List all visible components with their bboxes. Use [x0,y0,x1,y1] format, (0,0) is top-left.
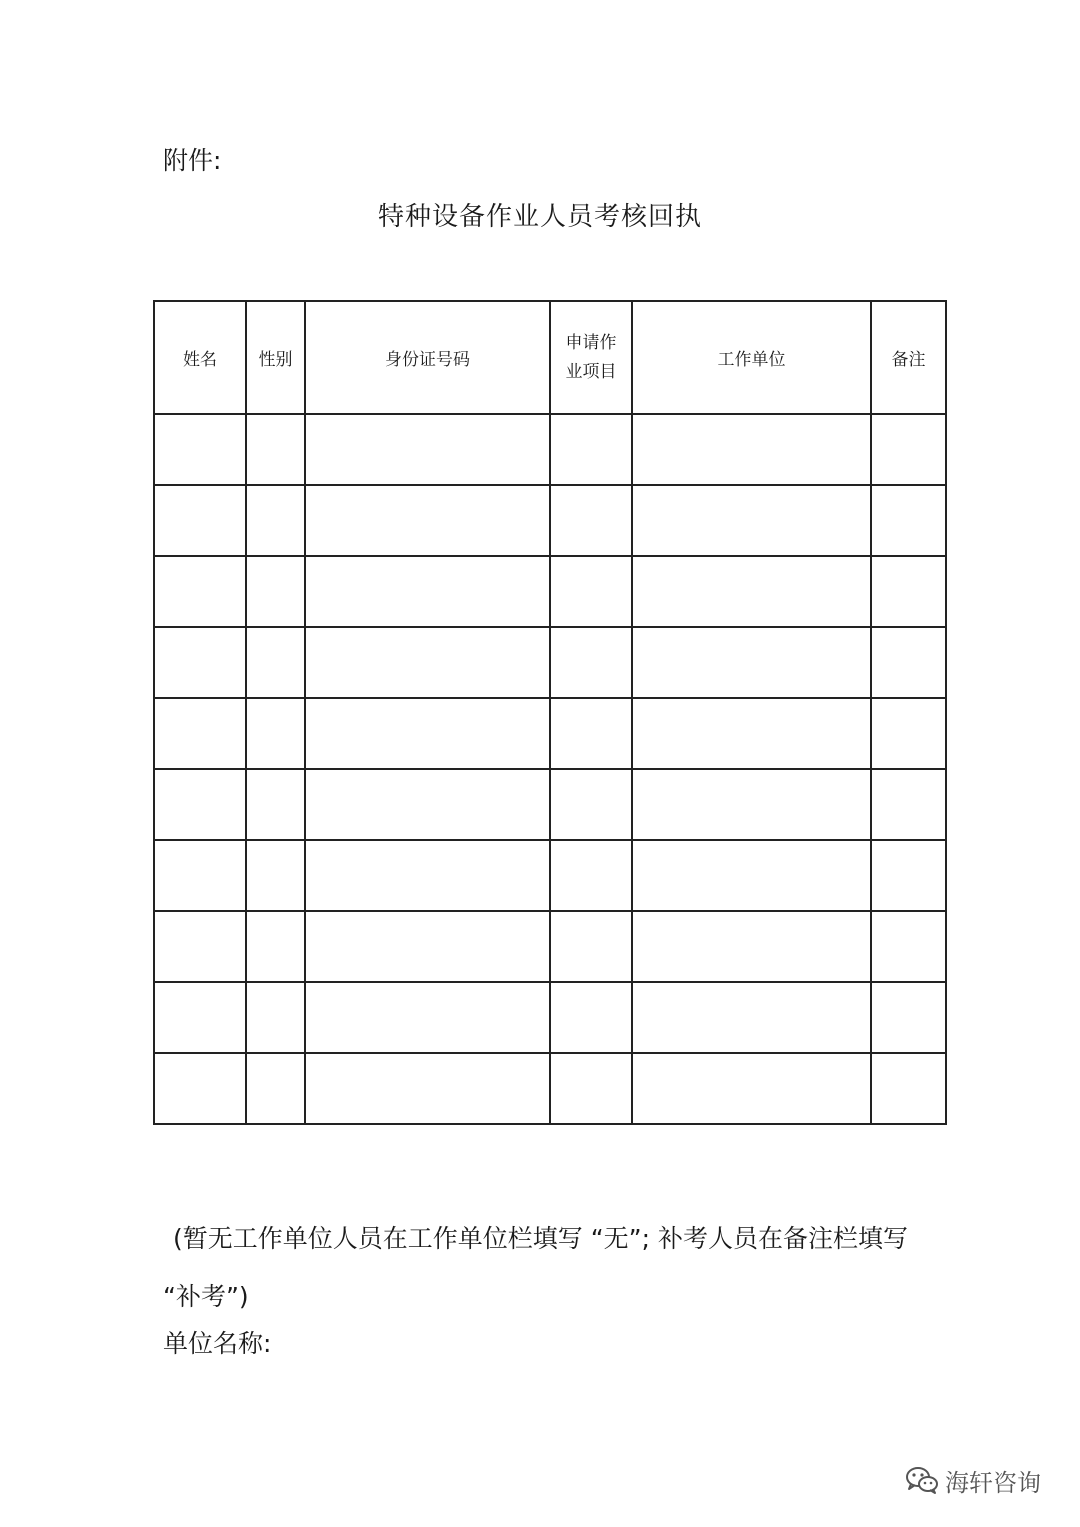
apply-item-cell[interactable] [550,627,632,698]
table-row [154,414,946,485]
apply-item-cell[interactable] [550,1053,632,1124]
id-number-cell[interactable] [305,982,550,1053]
name-cell[interactable] [154,1053,246,1124]
apply-item-cell[interactable] [550,840,632,911]
id-number-cell[interactable] [305,414,550,485]
header-work-unit: 工作单位 [632,301,871,414]
remarks-cell[interactable] [871,698,946,769]
remarks-cell[interactable] [871,1053,946,1124]
table-row [154,769,946,840]
remarks-cell[interactable] [871,485,946,556]
apply-item-cell[interactable] [550,698,632,769]
id-number-cell[interactable] [305,840,550,911]
receipt-form-table [153,300,947,1125]
apply-item-cell[interactable] [550,485,632,556]
work-unit-cell[interactable] [632,627,871,698]
apply-item-cell[interactable] [550,556,632,627]
attachment-label: 附件: [163,146,222,175]
work-unit-cell[interactable] [632,982,871,1053]
id-number-cell[interactable] [305,556,550,627]
table-row [154,911,946,982]
id-number-cell[interactable] [305,911,550,982]
name-cell[interactable] [154,414,246,485]
work-unit-cell[interactable] [632,769,871,840]
table-row [154,627,946,698]
header-name: 姓名 [154,301,246,414]
header-apply-item-line1: 申请作 [565,332,617,353]
apply-item-cell[interactable] [550,769,632,840]
work-unit-cell[interactable] [632,840,871,911]
name-cell[interactable] [154,485,246,556]
table-header-row [154,301,946,414]
remarks-cell[interactable] [871,840,946,911]
header-apply-item-line2: 业项目 [565,361,617,382]
table-row [154,1053,946,1124]
fill-instructions-note: (暂无工作单位人员在工作单位栏填写 “无”; 补考人员在备注栏填写 “补考”) [163,1224,908,1311]
name-cell[interactable] [154,840,246,911]
gender-cell[interactable] [246,1053,305,1124]
header-apply-item [550,301,632,414]
header-gender: 性别 [246,301,305,414]
remarks-cell[interactable] [871,769,946,840]
name-cell[interactable] [154,982,246,1053]
watermark-text: 海轩咨询 [945,1468,1041,1497]
apply-item-cell[interactable] [550,982,632,1053]
name-cell[interactable] [154,627,246,698]
document-title: 特种设备作业人员考核回执 [377,202,702,232]
table-row [154,982,946,1053]
work-unit-cell[interactable] [632,911,871,982]
id-number-cell[interactable] [305,627,550,698]
wechat-icon [905,1465,939,1495]
gender-cell[interactable] [246,840,305,911]
header-remarks: 备注 [871,301,946,414]
remarks-cell[interactable] [871,556,946,627]
remarks-cell[interactable] [871,982,946,1053]
apply-item-cell[interactable] [550,911,632,982]
remarks-cell[interactable] [871,627,946,698]
unit-name-label: 单位名称: [163,1329,272,1358]
id-number-cell[interactable] [305,698,550,769]
id-number-cell[interactable] [305,769,550,840]
gender-cell[interactable] [246,982,305,1053]
work-unit-cell[interactable] [632,698,871,769]
remarks-cell[interactable] [871,414,946,485]
table-row [154,840,946,911]
work-unit-cell[interactable] [632,556,871,627]
gender-cell[interactable] [246,911,305,982]
id-number-cell[interactable] [305,1053,550,1124]
gender-cell[interactable] [246,414,305,485]
gender-cell[interactable] [246,485,305,556]
gender-cell[interactable] [246,769,305,840]
table-row [154,556,946,627]
table-row [154,485,946,556]
watermark [905,1460,1041,1500]
work-unit-cell[interactable] [632,1053,871,1124]
name-cell[interactable] [154,911,246,982]
apply-item-cell[interactable] [550,414,632,485]
work-unit-cell[interactable] [632,485,871,556]
name-cell[interactable] [154,769,246,840]
gender-cell[interactable] [246,698,305,769]
gender-cell[interactable] [246,627,305,698]
table-body [154,414,946,1124]
gender-cell[interactable] [246,556,305,627]
name-cell[interactable] [154,698,246,769]
header-id-number: 身份证号码 [305,301,550,414]
work-unit-cell[interactable] [632,414,871,485]
id-number-cell[interactable] [305,485,550,556]
name-cell[interactable] [154,556,246,627]
remarks-cell[interactable] [871,911,946,982]
table-row [154,698,946,769]
